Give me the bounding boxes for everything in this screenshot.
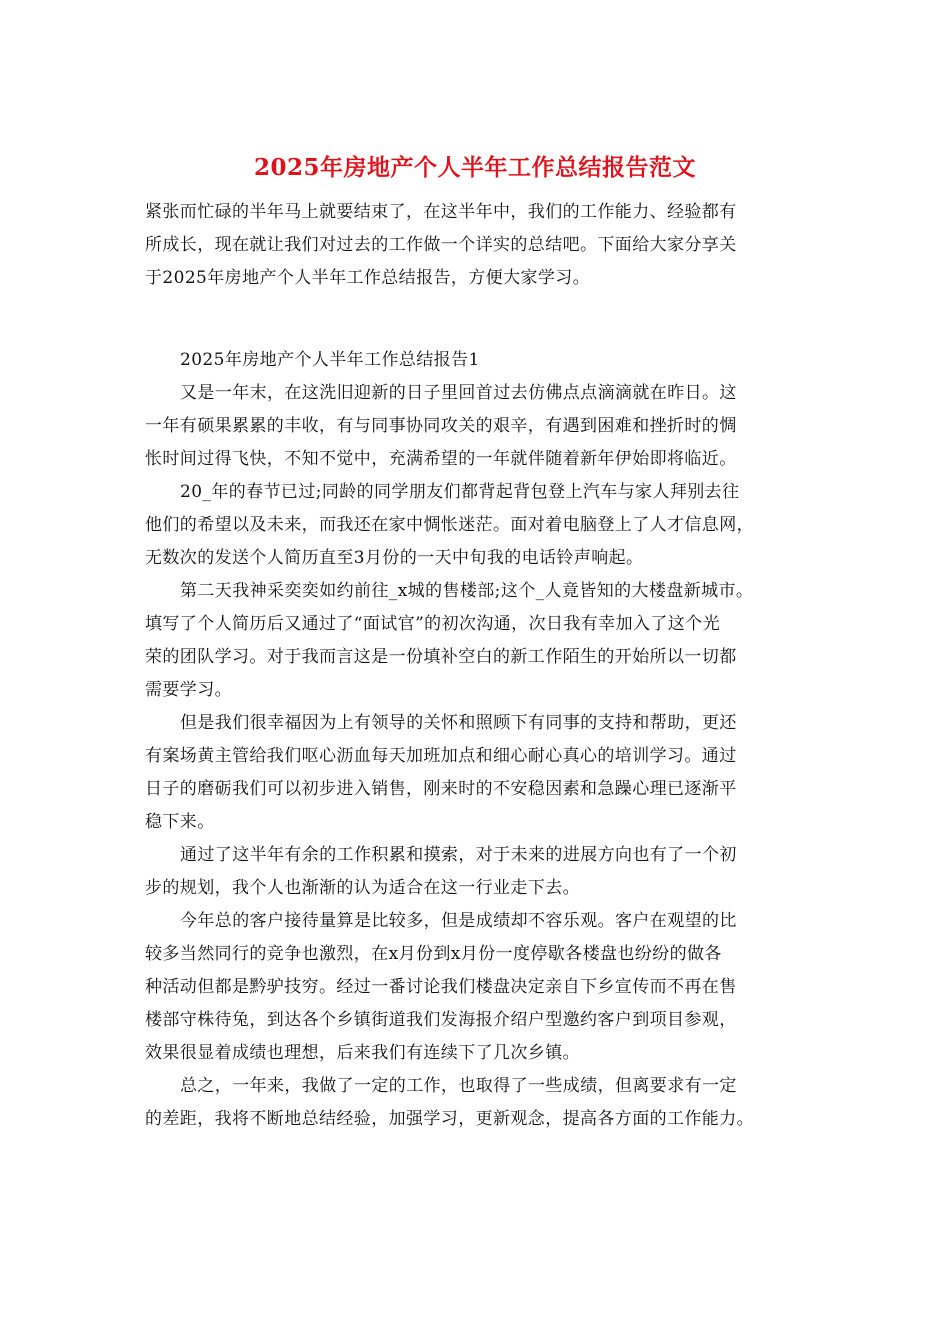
- paragraph: [145, 377, 805, 476]
- text-line: 种活动但都是黔驴技穷。经过一番讨论我们楼盘决定亲自下乡宣传而不再在售: [145, 977, 737, 997]
- text-line: 楼部守株待兔，到达各个乡镇街道我们发海报介绍户型邀约客户到项目参观，: [145, 1010, 737, 1030]
- document-title: 2025年房地产个人半年工作总结报告范文: [253, 154, 696, 181]
- text-line: 20_年的春节已过;同龄的同学朋友们都背起背包登上汽车与家人拜别去往: [180, 482, 740, 502]
- text-line: 需要学习。: [145, 680, 232, 700]
- paragraph-gap: [145, 295, 805, 344]
- text-line: 较多当然同行的竞争也激烈，在x月份到x月份一度停歇各楼盘也纷纷的做各: [145, 944, 722, 964]
- text-line: 一年有硕果累累的丰收，有与同事协同攻关的艰辛，有遇到困难和挫折时的惆: [145, 416, 737, 436]
- text-line: 效果很显着成绩也理想，后来我们有连续下了几次乡镇。: [145, 1043, 580, 1063]
- text-line: 有案场黄主管给我们呕心沥血每天加班加点和细心耐心真心的培训学习。通过: [145, 746, 737, 766]
- section-heading: 2025年房地产个人半年工作总结报告1: [180, 350, 480, 370]
- text-line: 稳下来。: [145, 812, 215, 832]
- text-line: 第二天我神采奕奕如约前往_x城的售楼部;这个_人竟皆知的大楼盘新城市。: [180, 581, 754, 601]
- text-line: 今年总的客户接待量算是比较多，但是成绩却不容乐观。客户在观望的比: [180, 911, 737, 931]
- text-line: 无数次的发送个人简历直至3月份的一天中旬我的电话铃声响起。: [145, 548, 644, 568]
- text-line: 怅时间过得飞快，不知不觉中，充满希望的一年就伴随着新年伊始即将临近。: [145, 449, 737, 469]
- text-line: 荣的团队学习。对于我而言这是一份填补空白的新工作陌生的开始所以一切都: [145, 647, 737, 667]
- paragraph: [145, 839, 805, 905]
- text-line: 填写了个人简历后又通过了“面试官”的初次沟通，次日我有幸加入了这个光: [145, 614, 720, 634]
- text-line: 通过了这半年有余的工作积累和摸索，对于未来的进展方向也有了一个初: [180, 845, 737, 865]
- text-line: 日子的磨砺我们可以初步进入销售，刚来时的不安稳因素和急躁心理已逐渐平: [145, 779, 737, 799]
- paragraph: [145, 905, 805, 1070]
- text-line: 又是一年末，在这洗旧迎新的日子里回首过去仿佛点点滴滴就在昨日。这: [180, 383, 737, 403]
- paragraph: [145, 575, 805, 707]
- document-body: [145, 196, 805, 1136]
- intro-paragraph: [145, 196, 805, 295]
- text-line: 但是我们很幸福因为上有领导的关怀和照顾下有同事的支持和帮助，更还: [180, 713, 737, 733]
- paragraph: [145, 707, 805, 839]
- text-line: 步的规划，我个人也渐渐的认为适合在这一行业走下去。: [145, 878, 580, 898]
- text-line: 所成长，现在就让我们对过去的工作做一个详实的总结吧。下面给大家分享关: [145, 235, 737, 255]
- text-line: 总之，一年来，我做了一定的工作，也取得了一些成绩，但离要求有一定: [180, 1076, 737, 1096]
- text-line: 他们的希望以及未来，而我还在家中惆怅迷茫。面对着电脑登上了人才信息网，: [145, 515, 754, 535]
- paragraph: [145, 476, 805, 575]
- text-line: 的差距，我将不断地总结经验，加强学习，更新观念，提高各方面的工作能力。: [145, 1109, 754, 1129]
- paragraph: [145, 1070, 805, 1136]
- text-line: 紧张而忙碌的半年马上就要结束了，在这半年中，我们的工作能力、经验都有: [145, 202, 737, 222]
- text-line: 于2025年房地产个人半年工作总结报告，方便大家学习。: [145, 268, 591, 288]
